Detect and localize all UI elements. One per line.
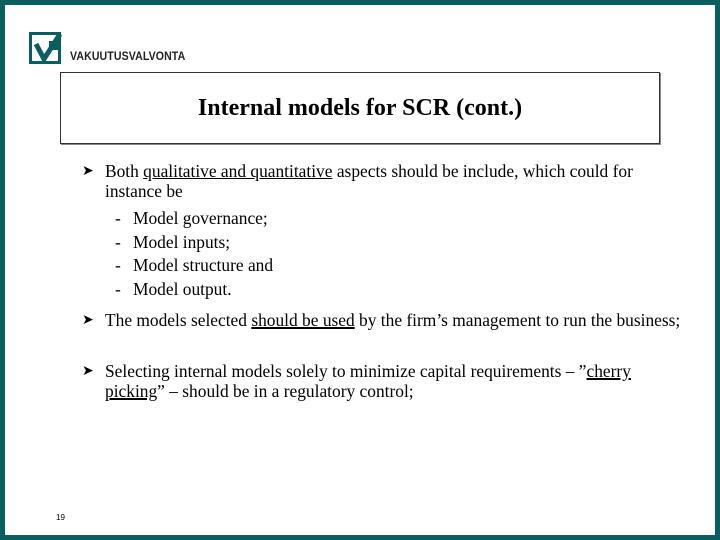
sub-item-text: Model governance; bbox=[133, 208, 268, 228]
bullet-1-part-1: Both bbox=[105, 161, 144, 181]
bullet-3-text bbox=[105, 362, 682, 401]
bullet-2-part-3: by the firm’s management to run the business; bbox=[354, 310, 681, 330]
bullet-1-part-3: aspects should be include, which could for instance be bbox=[105, 161, 633, 201]
arrow-bullet-icon: ➤ bbox=[82, 163, 94, 179]
bullet-1 bbox=[82, 162, 682, 201]
bullet-3-part-1: Selecting internal models solely to minimize capital requirements – ” bbox=[105, 361, 587, 381]
page-number: 19 bbox=[56, 513, 65, 522]
dash: - bbox=[115, 208, 121, 228]
sub-item bbox=[115, 231, 273, 255]
bullet-3-underlined: cherry picking bbox=[105, 361, 631, 401]
bullet-3 bbox=[82, 362, 682, 401]
bullet-2-text bbox=[105, 311, 682, 331]
arrow-bullet-icon: ➤ bbox=[82, 312, 94, 328]
bullet-3-part-3: ” – should be in a regulatory control; bbox=[157, 380, 414, 401]
logo-text: VAKUUTUSVALVONTA bbox=[70, 51, 186, 63]
bullet-1-text bbox=[105, 162, 682, 201]
title-box bbox=[60, 72, 660, 144]
bullet-2-part-1: The models selected bbox=[105, 310, 252, 330]
sub-item-text: Model inputs; bbox=[133, 231, 231, 252]
checkmark-logo-icon bbox=[29, 32, 65, 68]
dash: - bbox=[115, 231, 121, 252]
bullet-2-underlined: should be used bbox=[251, 310, 355, 330]
bullet-1-underlined: qualitative and quantitative bbox=[143, 161, 333, 181]
sub-item-text: Model output. bbox=[133, 278, 232, 299]
logo bbox=[29, 32, 189, 72]
dash: - bbox=[115, 255, 121, 275]
sub-item-text: Model structure and bbox=[133, 255, 274, 275]
sub-list bbox=[115, 207, 273, 301]
sub-item bbox=[115, 207, 273, 231]
sub-item bbox=[115, 254, 273, 278]
bullet-2 bbox=[82, 311, 682, 331]
arrow-bullet-icon: ➤ bbox=[82, 363, 94, 379]
dash: - bbox=[115, 278, 121, 299]
sub-item bbox=[115, 278, 273, 302]
page-title: Internal models for SCR (cont.) bbox=[197, 94, 523, 121]
